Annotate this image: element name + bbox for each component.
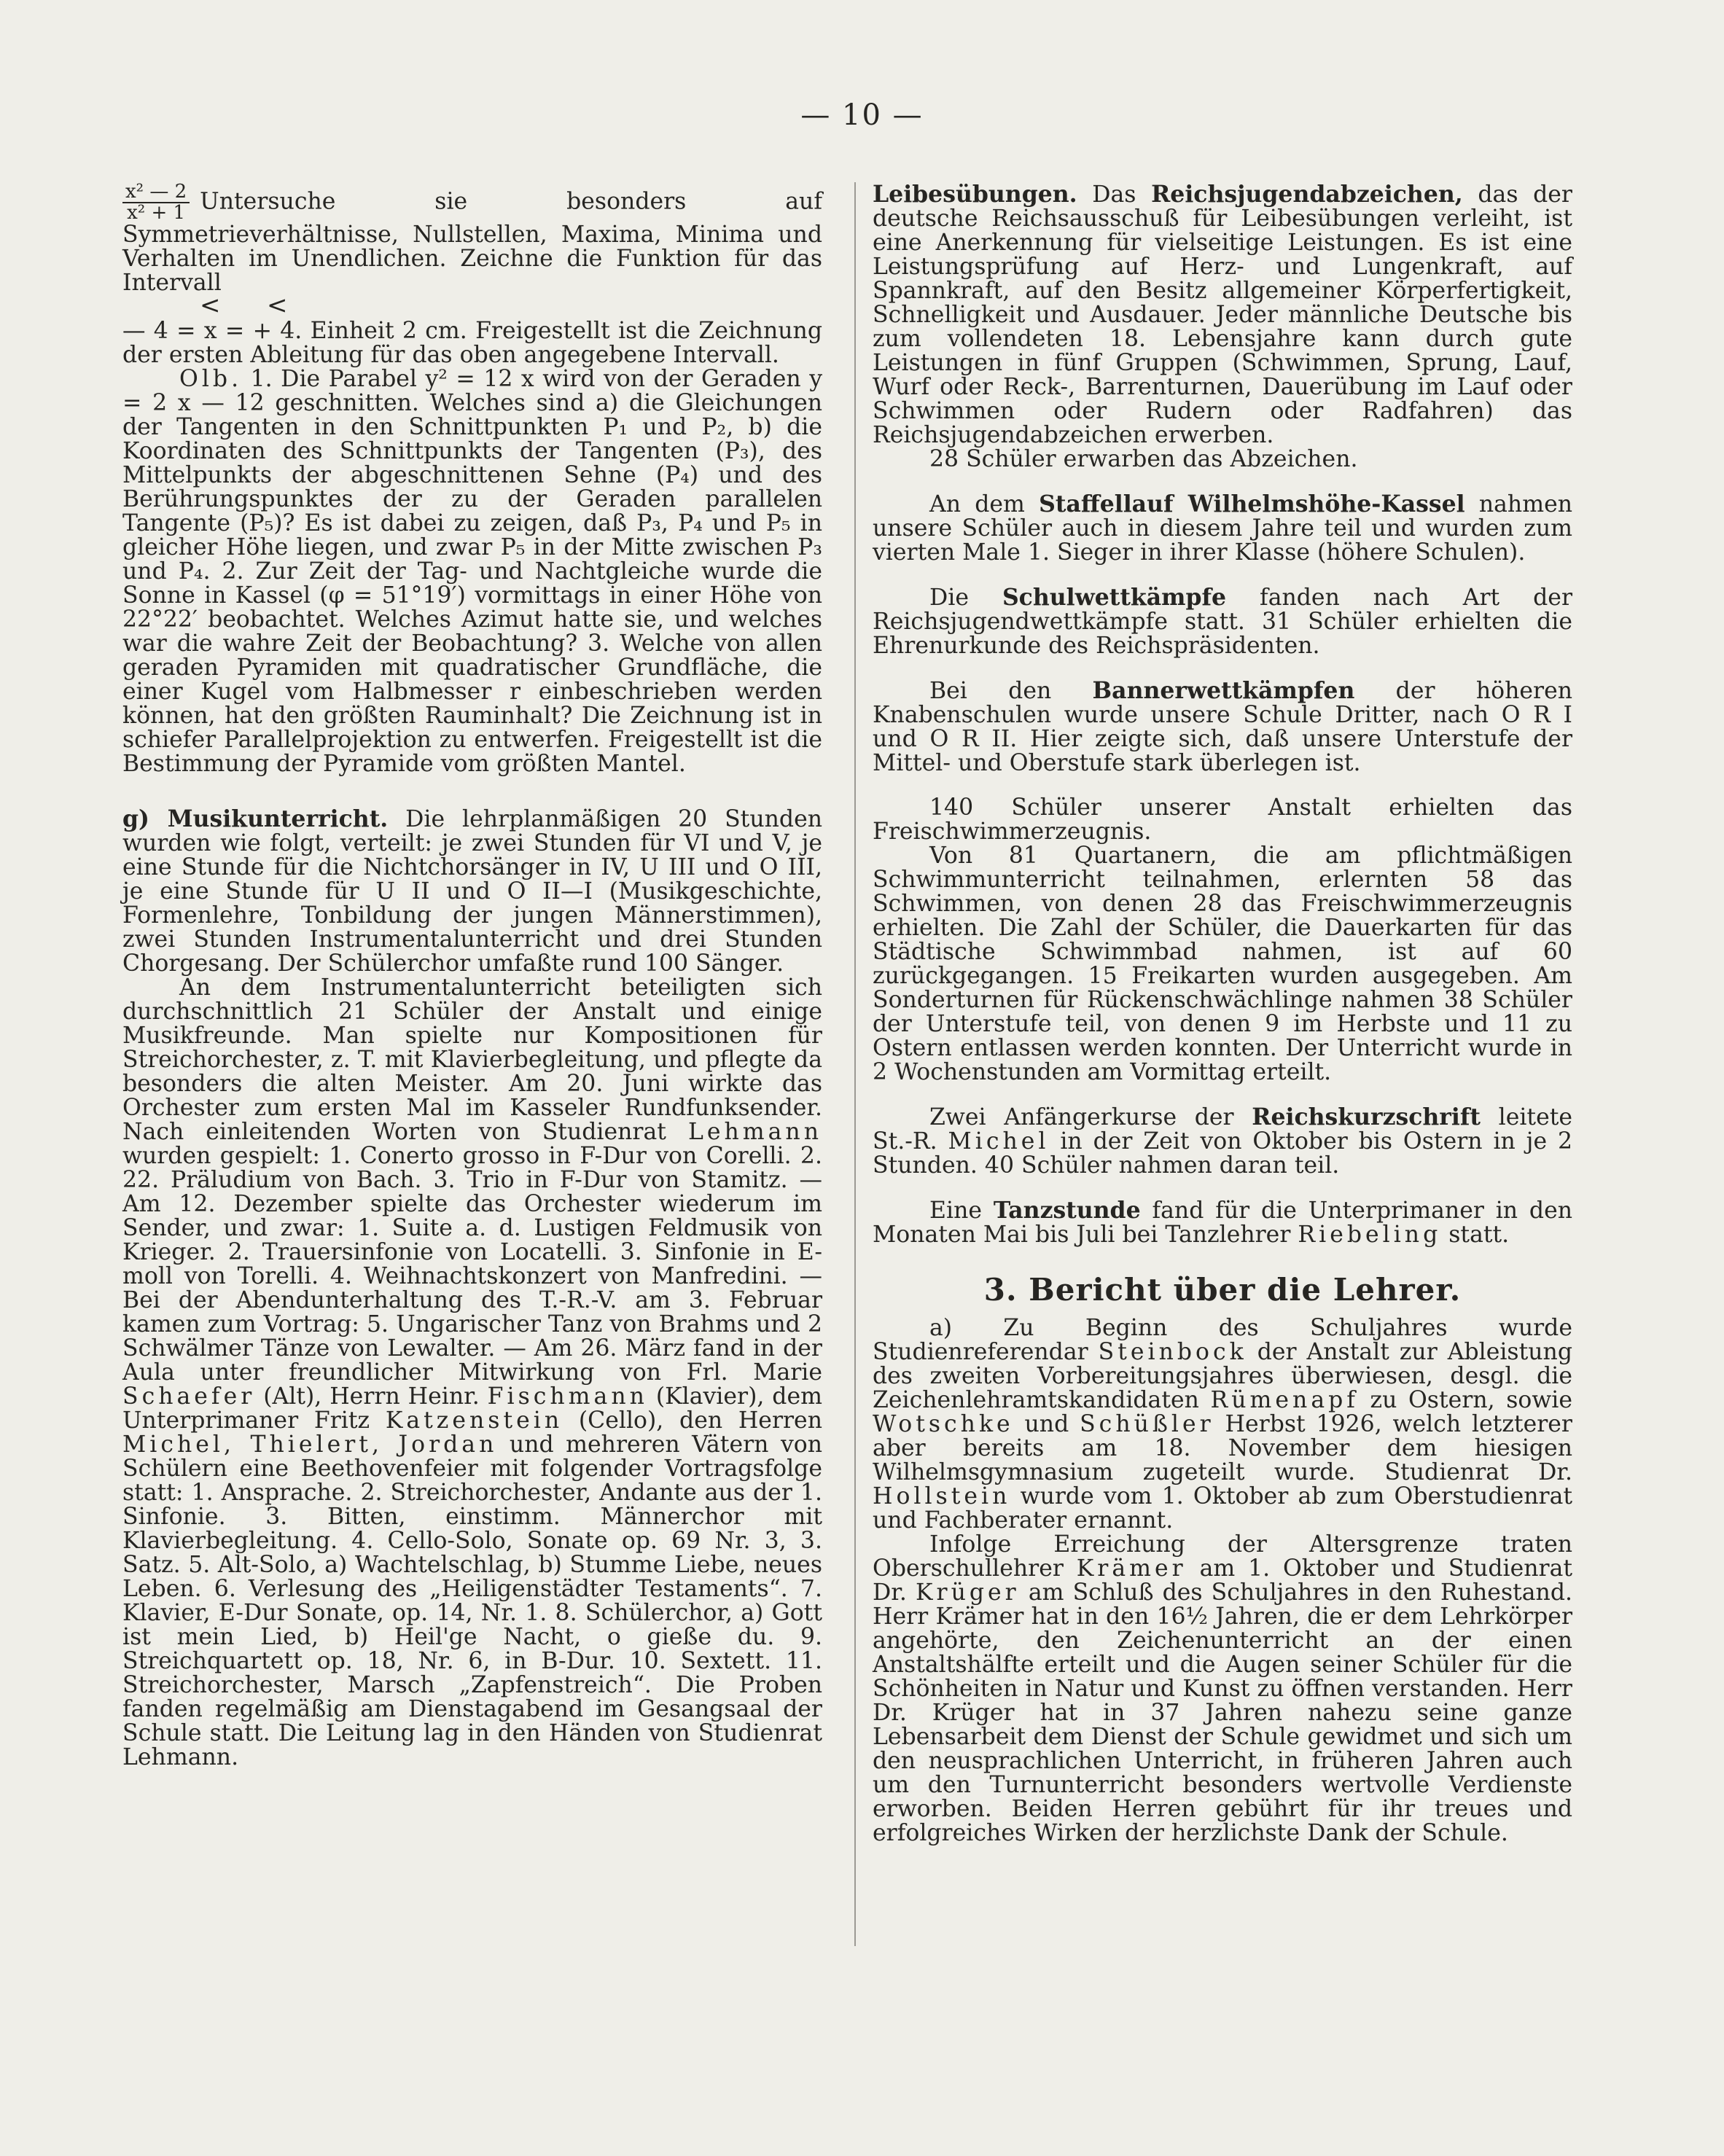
school-text-1: Die	[929, 585, 969, 611]
teachers-text-3: zu Ostern, sowie	[1370, 1387, 1573, 1413]
dance-text-3: statt.	[1448, 1222, 1510, 1248]
teachers-paragraph-1	[873, 1316, 1572, 1533]
instrumental-paragraph	[122, 976, 822, 1770]
school-competition-paragraph	[873, 585, 1572, 658]
instrumental-text-5: (Cello), den Herren	[578, 1407, 822, 1434]
music-paragraph	[122, 807, 822, 976]
instrumental-text-3: (Alt), Herrn Heinr.	[263, 1383, 480, 1410]
sport-paragraph	[873, 182, 1572, 448]
name-schaefer: Schaefer	[122, 1383, 256, 1410]
olb-text: 1. Die Parabel y² = 12 x wird von der Geraden y = 2 x — 12 geschnitten. Welches sind a) die Gleichungen der Tangenten in den Schnittpunkten P₁ und P₂, b) die Koordinaten des Schnittpunkts der Tangenten (P₃), des Mittelpunkts der abgeschnittenen Sehne (P₄) und des Berührungspunktes der zu der Geraden parallelen Tangente (P₅)? Es ist dabei zu zeigen, daß P₃, P₄ und P₅ in gleicher Höhe liegen, und zwar P₅ in der Mitte zwischen P₃ und P₄. 2. Zur Zeit der Tag- und Nachtgleiche wurde die Sonne in Kassel (φ = 51°19′) vormittags in einer Höhe von 22°22′ beobachtet. Welches Azimut hatte sie, und welches war die wahre Zeit der Beobachtung? 3. Welche von allen geraden Pyramiden mit quadratischer Grundfläche, die einer Kugel vom Halbmesser r einbeschrieben werden können, hat den größten Rauminhalt? Die Zeichnung ist in schiefer Parallelprojektion zu entwerfen. Freigestellt ist die Bestimmung der Pyramide vom größten Mantel.	[122, 366, 823, 777]
le-symbol-2: <	[267, 291, 288, 320]
dance-text-2: fand für die Unterprimaner in den Monaten Mai bis Juli bei Tanzlehrer	[873, 1198, 1573, 1248]
name-schuessler: Schüßler	[1080, 1411, 1214, 1437]
teachers-text-2: der Anstalt zur Ableistung des zweiten Vorbereitungsjahres überwiesen, desgl. die Zeichenlehramtskandidaten	[873, 1339, 1572, 1413]
section-heading: 3. Bericht über die Lehrer.	[983, 1272, 1462, 1308]
name-kraemer: Krämer	[1076, 1555, 1187, 1582]
sport-label: Leibesübungen.	[873, 181, 1077, 208]
instrumental-text-4: (Klavier), dem Unterprimaner Fritz	[122, 1383, 822, 1434]
teachers-paragraph-2	[873, 1533, 1572, 1846]
name-michel-thielert-jordan: Michel, Thielert, Jordan	[122, 1432, 498, 1458]
formula-denominator: x² + 1	[127, 202, 186, 224]
retire-text-2: am 1. Oktober und Studienrat Dr.	[873, 1555, 1573, 1606]
name-fischmann: Fischmann	[487, 1383, 648, 1410]
olb-paragraph	[122, 367, 822, 776]
teachers-text-6: wurde vom 1. Oktober ab zum Oberstudienrat und Fachberater ernannt.	[873, 1483, 1573, 1534]
banner-paragraph	[873, 679, 1572, 776]
steno-paragraph	[873, 1105, 1572, 1178]
name-wotschke: Wotschke	[873, 1411, 1014, 1437]
teachers-text-4: und	[1024, 1411, 1069, 1437]
inequality-marks	[122, 291, 822, 320]
retire-text-3: am Schluß des Schuljahres in den Ruhestand. Herr Krämer hat in den 16½ Jahren, die er dem Lehrkörper angehörte, den Zeichenunterricht an der einen Anstaltshälfte erteilt und die Augen seiner Schüler für die Schönheiten in Natur und Kunst zu öffnen verstanden. Herr Dr. Krüger hat in 37 Jahren nahezu seine ganze Lebensarbeit dem Dienst der Schule gewidmet und sich um den neusprachlichen Unterricht, in früheren Jahren auch um den Turnunterricht besonders wertvolle Verdienste erworben. Beiden Herren gebührt für ihr treues und erfolgreiches Wirken der herzlichste Dank der Schule.	[873, 1579, 1573, 1846]
name-riebeling: Riebeling	[1298, 1222, 1442, 1248]
olb-label: Olb.	[179, 366, 243, 392]
left-column	[122, 182, 822, 1770]
banner-text-1: Bei den	[929, 678, 1052, 704]
dance-label: Tanzstunde	[993, 1197, 1141, 1224]
sport-text-1: Das	[1092, 181, 1136, 208]
relay-label: Staffellauf Wilhelmshöhe-Kassel	[1039, 491, 1465, 517]
name-michel: Michel	[948, 1128, 1050, 1155]
relay-text-2: nahmen unsere Schüler auch in diesem Jahre teil und wurden zum vierten Male 1. Sieger in ihrer Klasse (höhere Schulen).	[873, 491, 1573, 566]
steno-label: Reichskurzschrift	[1252, 1104, 1481, 1130]
badge-count: 28 Schüler erwarben das Abzeichen.	[929, 446, 1358, 472]
instrumental-text-6: und mehreren Vätern von Schülern eine Beethovenfeier mit folgender Vortragsfolge statt: 1. Ansprache. 2. Streichorchester, Andante aus der 1. Sinfonie. 3. Bitten, einstimm. Männerchor mit Klavierbegleitung. 4. Cello-Solo, Sonate op. 69 Nr. 3, 3. Satz. 5. Alt-Solo, a) Wachtelschlag, b) Stumme Liebe, neues Leben. 6. Verlesung des „Heiligenstädter Testaments“. 7. Klavier, E-Dur Sonate, op. 14, Nr. 1. 8. Schülerchor, a) Gott ist mein Lied, b) Heil'ge Nacht, o gieße du. 9. Streichquartett op. 18, Nr. 6, in B-Dur. 10. Sextett. 11. Streichorchester, Marsch „Zapfenstreich“. Die Proben fanden regelmäßig am Dienstagabend im Gesangsaal der Schule statt. Die Leitung lag in den Händen von Studienrat Lehmann.	[122, 1432, 823, 1770]
banner-label: Bannerwettkämpfen	[1092, 677, 1355, 704]
formula-fraction	[122, 182, 190, 223]
dance-text-1: Eine	[929, 1198, 982, 1224]
steno-text-1: Zwei Anfängerkurse der	[929, 1104, 1234, 1130]
school-text-2: fanden nach Art der Reichsjugendwettkämpfe statt. 31 Schüler erhielten die Ehrenurkunde des Reichspräsidenten.	[873, 585, 1573, 659]
retire-text-1: Infolge Erreichung der Altersgrenze traten Oberschullehrer	[873, 1531, 1572, 1582]
formula-numerator: x² — 2	[122, 182, 190, 203]
instrumental-text-1: An dem Instrumentalunterricht beteiligten sich durchschnittlich 21 Schüler der Anstalt und einige Musikfreunde. Man spielte nur Kompositionen für Streichorchester, z. T. mit Klavierbegleitung, und pflegte da besonders die alten Meister. Am 20. Juni wirkte das Orchester zum ersten Mal im Kasseler Rundfunksender. Nach einleitenden Worten von Studienrat	[122, 975, 822, 1145]
school-label: Schulwettkämpfe	[1002, 584, 1227, 611]
name-lehmann: Lehmann	[687, 1119, 823, 1145]
name-hollstein: Hollstein	[873, 1483, 1011, 1509]
le-symbol-1: <	[200, 291, 221, 320]
math-task-text: Untersuche sie besonders auf Symmetrieverhältnisse, Nullstellen, Maxima, Minima und Verhalten im Unendlichen. Zeichne die Funktion für das Intervall	[122, 188, 822, 296]
music-label: g) Musikunterricht.	[122, 805, 389, 832]
relay-paragraph	[873, 492, 1572, 565]
teachers-text-1: a) Zu Beginn des Schuljahres wurde Studienreferendar	[873, 1315, 1572, 1365]
music-text: Die lehrplanmäßigen 20 Stunden wurden wie folgt, verteilt: je zwei Stunden für VI und V, je eine Stunde für die Nichtchorsänger in IV, U III und O III, je eine Stunde für U II und O II—I (Musikgeschichte, Formenlehre, Tonbildung der jungen Männerstimmen), zwei Stunden Instrumentalunterricht und drei Stunden Chorgesang. Der Schülerchor umfaßte rund 100 Sänger.	[122, 806, 822, 977]
teachers-text-5: Herbst 1926, welch letzterer aber bereits am 18. November dem hiesigen Wilhelmsgymnasium zugeteilt wurde. Studienrat Dr.	[873, 1411, 1572, 1485]
steno-text-2: leitete St.-R.	[873, 1104, 1573, 1155]
banner-text-2: der höheren Knabenschulen wurde unsere Schule Dritter, nach O R I und O R II. Hier zeigte sich, daß unsere Unterstufe der Mittel- und Oberstufe stark überlegen ist.	[873, 678, 1572, 776]
name-katzenstein: Katzenstein	[385, 1407, 563, 1434]
math-task-paragraph	[122, 182, 822, 295]
column-divider	[854, 182, 856, 1946]
name-steinbock: Steinbock	[1098, 1339, 1247, 1365]
math-task-interval: — 4 = x = + 4. Einheit 2 cm. Freigestellt ist die Zeichnung der ersten Ableitung für das oben angegebene Intervall.	[122, 318, 822, 368]
steno-text-3: in der Zeit von Oktober bis Ostern in je 2 Stunden. 40 Schüler nahmen daran teil.	[873, 1128, 1572, 1179]
relay-text-1: An dem	[929, 491, 1025, 517]
name-ruemenapf: Rümenapf	[1210, 1387, 1359, 1413]
dance-paragraph	[873, 1198, 1572, 1247]
name-krueger: Krüger	[915, 1579, 1020, 1606]
instrumental-text-2: wurden gespielt: 1. Conerto grosso in F-Dur von Corelli. 2. 22. Präludium von Bach. 3. Trio in F-Dur von Stamitz. — Am 12. Dezember spielte das Orchester wiederum im Sender, und zwar: 1. Suite a. d. Lustigen Feldmusik von Krieger. 2. Trauersinfonie von Locatelli. 3. Sinfonie in E-moll von Torelli. 4. Weihnachtskonzert von Manfredini. — Bei der Abendunterhaltung des T.-R.-V. am 3. Februar kamen zum Vortrag: 5. Ungarischer Tanz von Brahms und 2 Schwälmer Tänze von Lewalter. — Am 26. März fand in der Aula unter freundlicher Mitwirkung von Frl. Marie	[122, 1143, 822, 1386]
page-number: — 10 —	[800, 98, 924, 132]
badge-label: Reichsjugendabzeichen,	[1151, 181, 1463, 208]
swim-paragraph-2: Von 81 Quartanern, die am pflichtmäßigen Schwimmunterricht teilnahmen, erlernten 58 das Schwimmen, von denen 28 das Freischwimmerzeugnis erhielten. Die Zahl der Schüler, die Dauerkarten für das Städtische Schwimmbad nahmen, ist auf 60 zurückgegangen. 15 Freikarten wurden ausgegeben. Am Sonderturnen für Rückenschwächlinge nahmen 38 Schüler der Unterstufe teil, von denen 9 im Herbste und 11 zu Ostern entlassen werden konnten. Der Unterricht wurde in 2 Wochenstunden am Vormittag erteilt.	[873, 843, 1572, 1085]
swim-paragraph-1: 140 Schüler unserer Anstalt erhielten das Freischwimmerzeugnis.	[873, 794, 1572, 845]
sport-text-2: das der deutsche Reichsausschuß für Leibesübungen verleiht, ist eine Anerkennung für vielseitige Leistungen. Es ist eine Leistungsprüfung auf Herz- und Lungenkraft, auf Spannkraft, auf den Besitz allgemeiner Körperfertigkeit, Schnelligkeit und Ausdauer. Jeder männliche Deutsche bis zum vollendeten 18. Lebensjahre kann durch gute Leistungen in fünf Gruppen (Schwimmen, Sprung, Lauf, Wurf oder Reck-, Barrenturnen, Dauerübung im Lauf oder Schwimmen oder Rudern oder Radfahren) das Reichsjugendabzeichen erwerben.	[873, 181, 1572, 448]
right-column	[873, 182, 1572, 1846]
